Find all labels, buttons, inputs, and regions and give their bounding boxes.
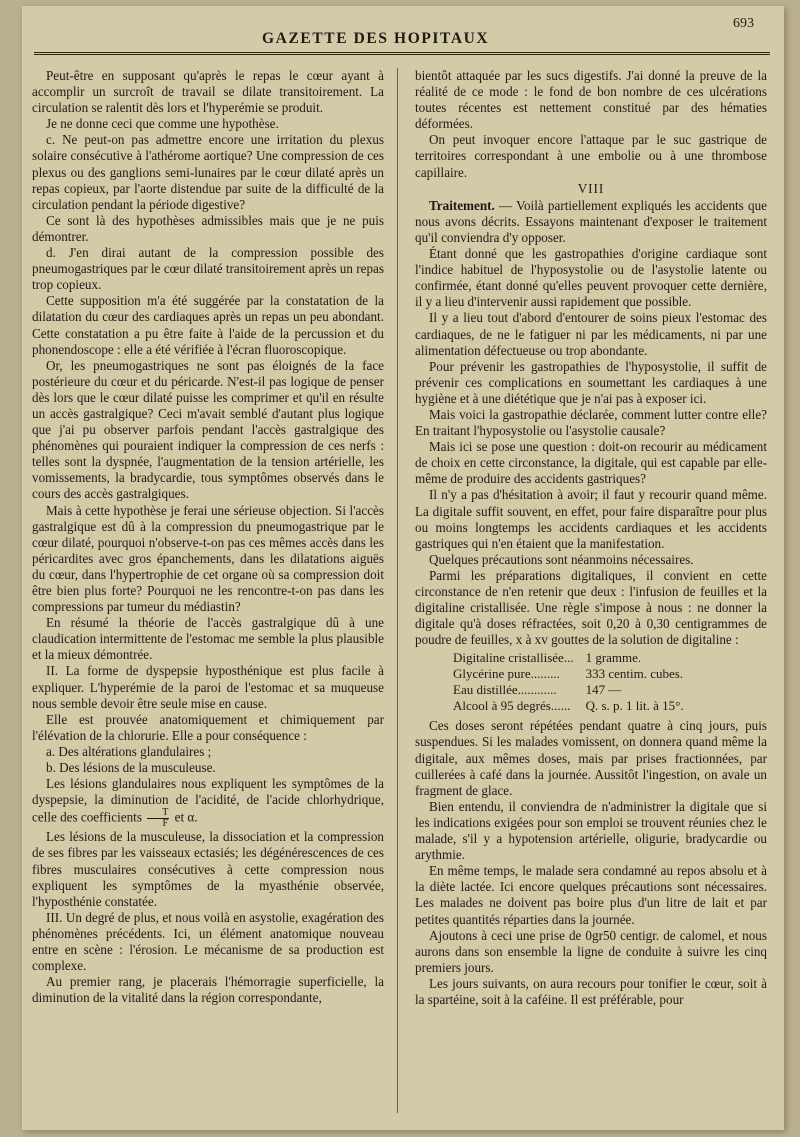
- paragraph: Je ne donne ceci que comme une hypothèse.: [46, 116, 279, 132]
- paragraph: d. J'en dirai autant de la compression possible des pneumogastriques par le cœur dilaté transitoirement après un repas trop copieux.: [32, 245, 384, 293]
- table-row: [453, 698, 688, 714]
- table-row: [453, 682, 688, 698]
- journal-title: GAZETTE DES HOPITAUX: [262, 30, 490, 47]
- paragraph: Ce sont là des hypothèses admissibles mais que je ne puis démontrer.: [32, 212, 384, 244]
- paragraph: c. Ne peut-on pas admettre encore une irritation du plexus solaire consécutive à l'athérome aortique? Une compression de ces plexus ou des ganglions semi-lunaires par le cœur dilaté après un repas copieux, par l'aorte distendue par suite de la difficulté de la circulation pendant la période digestive?: [32, 132, 384, 212]
- quantity: 333 centim. cubes.: [585, 666, 684, 682]
- page-number: 693: [733, 16, 754, 31]
- ingredient: Glycérine pure.........: [453, 666, 560, 682]
- ingredient: Eau distillée............: [453, 682, 557, 698]
- left-column: [32, 68, 384, 1118]
- paragraph: Ces doses seront répétées pendant quatre à cinq jours, puis suspendues. Si les malades vomissent, on donnera quand même la digitale, aux mêmes doses, mais par prises fractionnées, par cuillerées à café dans la journée. Aussitôt l'ingestion, on avale un fragment de glace.: [415, 718, 767, 798]
- paragraph: Quelques précautions sont néanmoins nécessaires.: [429, 551, 694, 567]
- right-column: [415, 68, 767, 1118]
- ingredient: Digitaline cristallisée...: [453, 650, 574, 666]
- paragraph: Pour prévenir les gastropathies de l'hyposystolie, il suffit de prévenir ces complications en soumettant les cardiaques à une hygiène et à une diététique que je n'ai pas à exposer ici.: [415, 358, 767, 406]
- paragraph: Les jours suivants, on aura recours pour tonifier le cœur, soit à la spartéine, soit à la caféine. Il est préférable, pour: [415, 975, 767, 1007]
- paragraph: En même temps, le malade sera condamné au repos absolu et à la diète lactée. Ici encore quelques précautions sont nécessaires. Les malades ne doivent pas boire plus d'un litre de lait et par petites quantités réparties dans la journée.: [415, 863, 767, 927]
- newspaper-page: [22, 6, 784, 1130]
- paragraph: III. Un degré de plus, et nous voilà en asystolie, exagération des phénomènes précédents. Ici, un élément anatomique nouveau entre en scène : l'érosion. Le mécanisme de sa production est complexe.: [32, 909, 384, 974]
- paragraph: On peut invoquer encore l'attaque par le suc gastrique de territoires correspondant à une embolie ou à une thrombose capillaire.: [415, 132, 767, 180]
- paragraph: bientôt attaquée par les sucs digestifs. J'ai donné la preuve de la réalité de ce mode : le fond de bon nombre de ces ulcérations toutes récentes est nettement constitué par des hématies déformées.: [415, 68, 767, 132]
- quantity: 1 gramme.: [585, 650, 642, 666]
- paragraph: Cette supposition m'a été suggérée par la constatation de la dilatation du cœur des cardiaques après un repas un peu abondant. Cette constatation a pu être faite à l'aide de la percussion et du phonendoscope : elle a été vérifiée à l'écran fluoroscopique.: [32, 293, 384, 357]
- section-number: VIII: [577, 180, 605, 196]
- paragraph: [415, 198, 767, 246]
- paragraph: Or, les pneumogastriques ne sont pas éloignés de la face postérieure du cœur et du péricarde. N'est-il pas logique de penser dès lors que le cœur dilaté puisse les comprimer et qu'il en résulte un accès gastralgique? Ceci m'avait semblé d'autant plus logique que j'ai pu observer parfois pendant l'accès gastralgique des phénomènes qui pouraient indiquer la compression de ces nerfs : telles sont la dyspnée, l'augmentation de la tension artérielle, les vomissements, la bradycardie, tous symptômes observés dans le cours des accès gastralgiques.: [32, 357, 384, 502]
- paragraph: Au premier rang, je placerais l'hémorragie superficielle, la diminution de la vitalité dans la région correspondante,: [32, 974, 384, 1006]
- column-separator: [397, 68, 398, 1113]
- list-item: a. Des altérations glandulaires ;: [46, 743, 212, 759]
- quantity: 147 —: [585, 682, 622, 698]
- paragraph-text: et α.: [174, 809, 198, 825]
- page-header: [22, 6, 784, 62]
- list-item: b. Des lésions de la musculeuse.: [46, 760, 216, 776]
- coefficient-fraction: [147, 808, 169, 829]
- paragraph: II. La forme de dyspepsie hyposthénique est plus facile à expliquer. L'hyperémie de la paroi de l'estomac et sa muqueuse nous semble devoir être seule mise en cause.: [32, 663, 384, 711]
- header-rule: [34, 52, 770, 55]
- paragraph-text: Les lésions glandulaires nous expliquent les symptômes de la dyspepsie, la diminution de l'acidité, de l'acide chlorhydrique, celle des coefficients: [32, 776, 384, 825]
- paragraph: Il y a lieu tout d'abord d'entourer de soins pieux l'estomac des cardiaques, de ne le fatiguer ni par les médicaments, ni par une alimentation défectueuse ou trop abondante.: [415, 310, 767, 358]
- ingredient: Alcool à 95 degrés......: [453, 698, 571, 714]
- paragraph: Les lésions de la musculeuse, la dissociation et la compression de ses fibres par les vaisseaux ectasiés; les dégénérescences de ces fibres musculaires consécutives à cette compression nous expliquent les symptômes de la myasthénie observée, l'hyposthénie constatée.: [32, 829, 384, 909]
- paragraph-text: — Voilà partiellement expliqués les accidents que nous avons décrits. Essayons maintenant d'exposer le traitement qu'il conviendra d'y opposer.: [415, 197, 767, 245]
- paragraph: Elle est prouvée anatomiquement et chimiquement par l'élévation de la chlorurie. Elle a pour conséquence :: [32, 711, 384, 743]
- table-row: [453, 666, 688, 682]
- prescription-table: [453, 650, 688, 714]
- paragraph: Mais voici la gastropathie déclarée, comment lutter contre elle? En traitant l'hyposystolie ou l'asystolie causale?: [415, 406, 767, 439]
- paragraph: Ajoutons à ceci une prise de 0gr50 centigr. de calomel, et nous aurons dans son ensemble la ligne de conduite à suivre les cinq premiers jours.: [415, 927, 767, 975]
- paragraph: Peut-être en supposant qu'après le repas le cœur ayant à accomplir un surcroît de travail se dilate transitoirement. La circulation se ralentit dès lors et l'hyperémie se produit.: [32, 68, 384, 116]
- paragraph: Bien entendu, il conviendra de n'administrer la digitale que si les indications exigées pour son emploi se trouvent réunies chez le malade, s'il y a hypotension artérielle, oligurie, bradycardie ou arythmie.: [415, 798, 767, 863]
- paragraph: Étant donné que les gastropathies d'origine cardiaque sont l'indice habituel de l'hyposystolie ou de l'asystolie latente ou confirmée, étant donné qu'elles peuvent provoquer cette dernière, il y a lieu d'intervenir aussi rapidement que possible.: [415, 246, 767, 310]
- quantity: Q. s. p. 1 lit. à 15°.: [585, 698, 684, 714]
- fraction-denominator: F: [162, 818, 169, 830]
- paragraph: Mais à cette hypothèse je ferai une sérieuse objection. Si l'accès gastralgique est dû à la compression du pneumogastrique par le cœur dilaté, pourquoi n'observe-t-on pas ces mêmes accès dans les péricardites avec gros épanchements, dans les dilatations aiguës du cœur, dans l'hypertrophie de cet organe où sa compression doit être bien plus forte? Pourquoi ne les rencontre-t-on pas dans les compressions par tumeur du médiastin?: [32, 502, 384, 615]
- paragraph: Mais ici se pose une question : doit-on recourir au médicament de choix en cette circonstance, la digitale, qui est capable par elle-même de produire des accidents gastriques?: [415, 439, 767, 487]
- fraction-numerator: T: [147, 808, 169, 819]
- paragraph: Il n'y a pas d'hésitation à avoir; il faut y recourir quand même. La digitale suffit souvent, en effet, pour faire disparaître pour plus ou moins longtemps les accidents cardiaques et les accidents gastriques qui n'en étaient que la manifestation.: [415, 487, 767, 551]
- paragraph: Parmi les préparations digitaliques, il convient en cette circonstance de n'en retenir que deux : l'infusion de feuilles et la digitaline cristallisée. Une règle s'impose à nous : ne donner la digitale qu'à doses réfractées, soit 0,20 à 0,30 centigrammes de poudre de feuilles, x à xv gouttes de la solution de digitaline :: [415, 567, 767, 648]
- paragraph: [32, 776, 384, 829]
- paragraph: En résumé la théorie de l'accès gastralgique dû à une claudication intermittente de l'estomac me semble la plus plausible et la mieux démontrée.: [32, 615, 384, 663]
- section-heading: Traitement.: [429, 197, 495, 213]
- table-row: [453, 650, 688, 666]
